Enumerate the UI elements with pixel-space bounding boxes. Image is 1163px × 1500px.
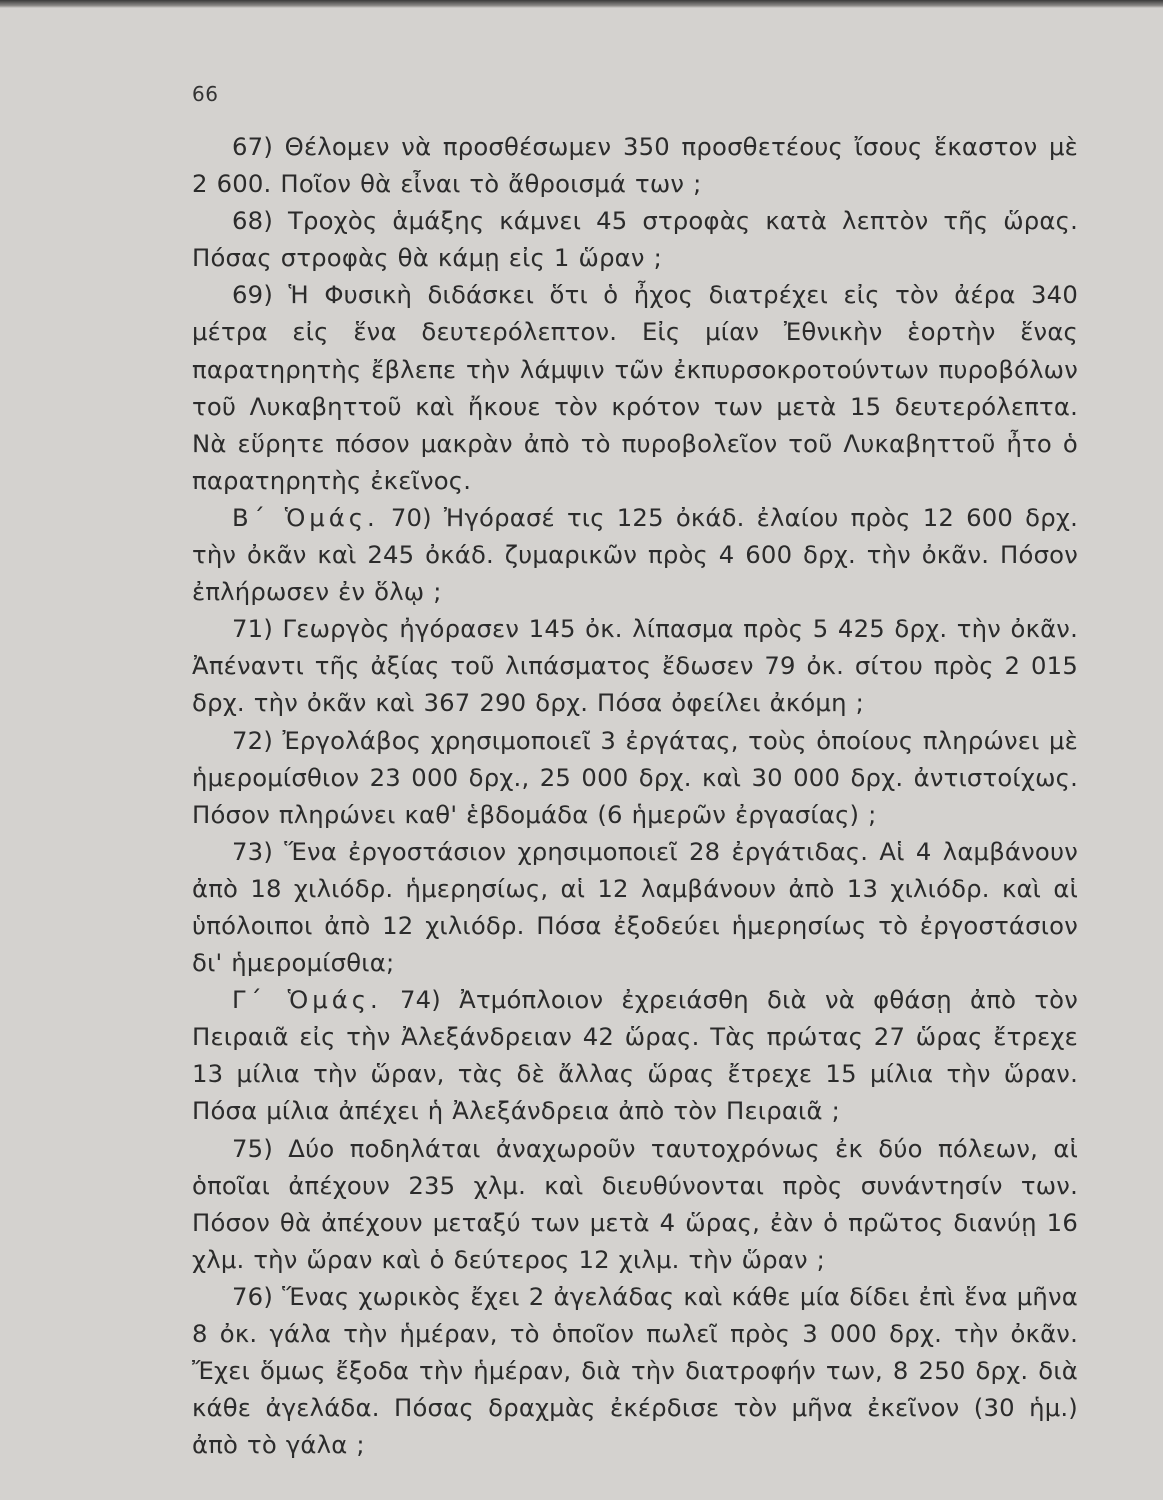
problem-75: [192, 1130, 1078, 1278]
group-label-b: Β΄ Ὁμάς.: [232, 502, 379, 532]
problem-76: [192, 1278, 1078, 1463]
problem-text: 74) Ἀτμόπλοιον ἐχρειάσθη διὰ νὰ φθάσῃ ἀπὸ τὸν Πειραιᾶ εἰς τὴν Ἀλεξάνδρειαν 42 ὥρας. Τὰς πρώτας 27 ὥρας ἔτρεχε 13 μίλια τὴν ὥραν, τὰς δὲ ἄλλας ὥρας ἔτρεχε 15 μίλια τὴν ὥραν. Πόσα μίλια ἀπέχει ἡ Ἀλεξάνδρεια ἀπὸ τὸν Πειραιᾶ ;: [192, 985, 1078, 1126]
problem-71: [192, 610, 1078, 721]
problem-68: [192, 202, 1078, 276]
problem-69: [192, 276, 1078, 499]
problem-text: 70) Ἠγόρασέ τις 125 ὀκάδ. ἐλαίου πρὸς 12 600 δρχ. τὴν ὀκᾶν καὶ 245 ὀκάδ. ζυμαρικῶν πρὸς 4 600 δρχ. τὴν ὀκᾶν. Πόσον ἐπλήρωσεν ἐν ὅλῳ ;: [192, 502, 1078, 607]
problem-text: 69) Ἡ Φυσικὴ διδάσκει ὅτι ὁ ἦχος διατρέχει εἰς τὸν ἀέρα 340 μέτρα εἰς ἕνα δευτερόλεπτον. Εἰς μίαν Ἐθνικὴν ἑορτὴν ἕνας παρατηρητὴς ἔβλεπε τὴν λάμψιν τῶν ἐκπυρσοκροτούντων πυροβόλων τοῦ Λυκαβηττοῦ καὶ ἤκουε τὸν κρότον των μετὰ 15 δευτερόλεπτα. Νὰ εὕρητε πόσον μακρὰν ἀπὸ τὸ πυροβολεῖον τοῦ Λυκαβηττοῦ ἦτο ὁ παρατηρητὴς ἐκεῖνος.: [192, 280, 1078, 495]
problem-list: [192, 128, 1078, 1463]
page-top-edge: [0, 0, 1163, 8]
problem-70: [192, 499, 1078, 610]
problem-text: 76) Ἕνας χωρικὸς ἔχει 2 ἀγελάδας καὶ κάθε μία δίδει ἐπὶ ἕνα μῆνα 8 ὀκ. γάλα τὴν ἡμέραν, τὸ ὁποῖον πωλεῖ πρὸς 3 000 δρχ. τὴν ὀκᾶν. Ἔχει ὅμως ἔξοδα τὴν ἡμέραν, διὰ τὴν διατροφήν των, 8 250 δρχ. διὰ κάθε ἀγελάδα. Πόσας δραχμὰς ἐκέρδισε τὸν μῆνα ἐκεῖνον (30 ἡμ.) ἀπὸ τὸ γάλα ;: [192, 1281, 1078, 1460]
problem-text: 68) Τροχὸς ἁμάξης κάμνει 45 στροφὰς κατὰ λεπτὸν τῆς ὥρας. Πόσας στροφὰς θὰ κάμῃ εἰς 1 ὥραν ;: [192, 206, 1078, 273]
page-number: 66: [192, 82, 219, 106]
problem-73: [192, 833, 1078, 981]
problem-74: [192, 981, 1078, 1129]
group-label-c: Γ΄ Ὁμάς.: [232, 985, 382, 1015]
problem-72: [192, 722, 1078, 833]
problem-text: 75) Δύο ποδηλάται ἀναχωροῦν ταυτοχρόνως ἐκ δύο πόλεων, αἱ ὁποῖαι ἀπέχουν 235 χλμ. καὶ διευθύνονται πρὸς συνάντησίν των. Πόσον θὰ ἀπέχουν μεταξύ των μετὰ 4 ὥρας, ἐὰν ὁ πρῶτος διανύῃ 16 χλμ. τὴν ὥραν καὶ ὁ δεύτερος 12 χιλμ. τὴν ὥραν ;: [192, 1133, 1078, 1274]
problem-text: 72) Ἐργολάβος χρησιμοποιεῖ 3 ἐργάτας, τοὺς ὁποίους πληρώνει μὲ ἡμερομίσθιον 23 000 δρχ., 25 000 δρχ. καὶ 30 000 δρχ. ἀντιστοίχως. Πόσον πληρώνει καθ' ἑβδομάδα (6 ἡμερῶν ἐργασίας) ;: [192, 725, 1078, 829]
problem-text: 71) Γεωργὸς ἠγόρασεν 145 ὀκ. λίπασμα πρὸς 5 425 δρχ. τὴν ὀκᾶν. Ἀπέναντι τῆς ἀξίας τοῦ λιπάσματος ἔδωσεν 79 ὀκ. σίτου πρὸς 2 015 δρχ. τὴν ὀκᾶν καὶ 367 290 δρχ. Πόσα ὀφείλει ἀκόμη ;: [192, 614, 1078, 718]
problem-67: [192, 128, 1078, 202]
problem-text: 67) Θέλομεν νὰ προσθέσωμεν 350 προσθετέους ἴσους ἕκαστον μὲ 2 600. Ποῖον θὰ εἶναι τὸ ἄθροισμά των ;: [192, 132, 1078, 199]
problem-text: 73) Ἕνα ἐργοστάσιον χρησιμοποιεῖ 28 ἐργάτιδας. Αἱ 4 λαμβάνουν ἀπὸ 18 χιλιόδρ. ἡμερησίως, αἱ 12 λαμβάνουν ἀπὸ 13 χιλιόδρ. καὶ αἱ ὑπόλοιποι ἀπὸ 12 χιλιόδρ. Πόσα ἐξοδεύει ἡμερησίως τὸ ἐργοστάσιον δι' ἡμερομίσθια;: [192, 836, 1078, 978]
